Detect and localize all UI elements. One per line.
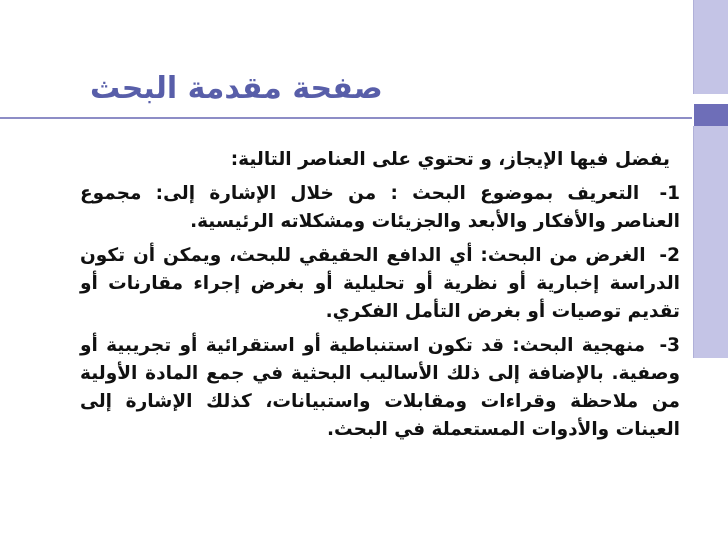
- title-divider: [0, 117, 692, 119]
- list-item: [80, 332, 680, 444]
- list-item: [80, 180, 680, 236]
- item-text: التعريف بموضوع البحث : من خلال الإشارة إلى: مجموع العناصر والأفكار والأبعد والجزيئات ومشكلاته الرئيسية.: [80, 183, 680, 232]
- decorative-square: [694, 104, 728, 126]
- item-number: 1-: [659, 183, 680, 204]
- intro-text: يفضل فيها الإيجاز، و تحتوي على العناصر التالية:: [230, 149, 670, 170]
- slide-title: صفحة مقدمة البحث: [90, 71, 383, 107]
- list-item: [80, 242, 680, 326]
- item-text: الغرض من البحث: أي الدافع الحقيقي للبحث، ويمكن أن تكون الدراسة إخبارية أو نظرية أو تحليلية أو بغرض إجراء مقارنات أو تقديم توصيات أو بغرض التأمل الفكري.: [80, 245, 680, 322]
- item-text: منهجية البحث: قد تكون استنباطية أو استقرائية أو تجريبية أو وصفية. بالإضافة إلى ذلك الأساليب البحثية في جمع المادة الأولية من ملاحظة وقراءات ومقابلات واستبيانات، كذلك الإشارة إلى العينات والأدوات المستعملة في البحث.: [80, 335, 680, 440]
- slide-content: [80, 146, 680, 450]
- item-number: 3-: [659, 335, 680, 356]
- item-number: 2-: [659, 245, 680, 266]
- decorative-stripe-top: [693, 0, 728, 94]
- decorative-stripe-middle: [693, 126, 728, 358]
